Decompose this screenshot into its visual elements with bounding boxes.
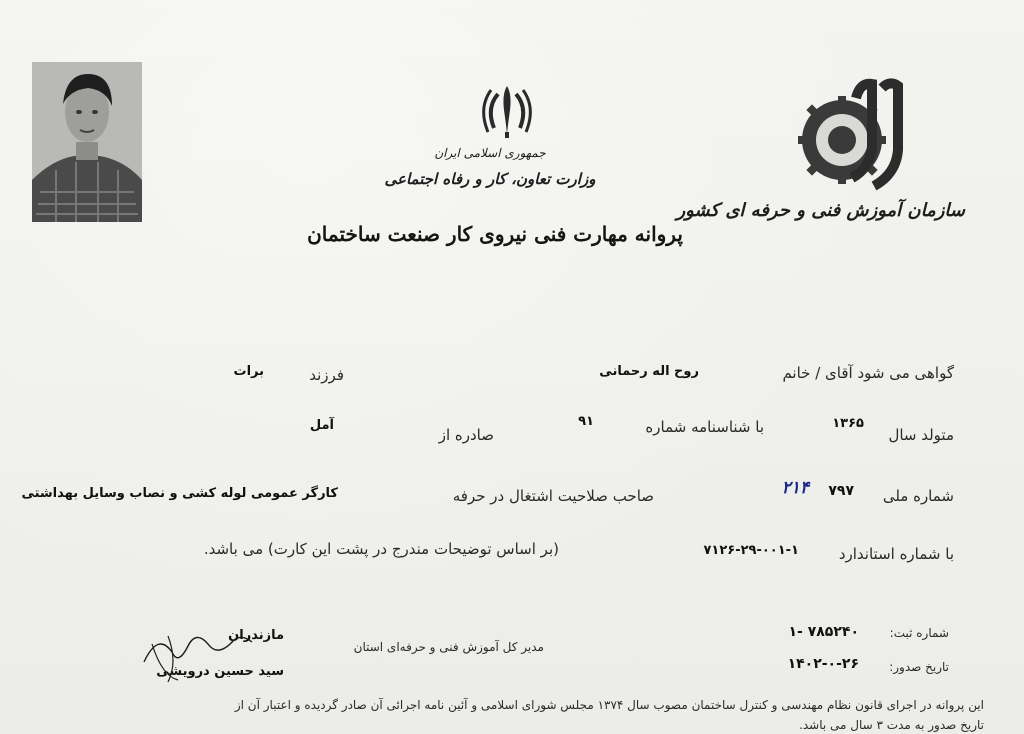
portrait-image: [32, 62, 142, 222]
signatory-name: سید حسین درویشی: [156, 664, 284, 679]
legal-line-1: این پروانه در اجرای قانون نظام مهندسی و کنترل ساختمان مصوب سال ۱۳۷۴ مجلس شورای اسلامی و آئین نامه اجرائی آن صادر گردیده و اعتبار آن از: [234, 698, 984, 712]
ministry-text: وزارت تعاون، کار و رفاه اجتماعی: [384, 170, 596, 188]
national-id-handwritten: ۲۱۴: [781, 478, 809, 498]
signature-scribble: [138, 622, 258, 686]
holder-name: روح اله رحمانی: [599, 364, 699, 379]
holder-photo: [32, 62, 142, 222]
document-title: پروانه مهارت فنی نیروی کار صنعت ساختمان: [307, 222, 683, 246]
id-label: با شناسنامه شماره: [645, 418, 764, 436]
issued-label: صادره از: [438, 426, 494, 444]
standard-label: با شماره استاندارد: [838, 545, 954, 563]
issue-date-label: تاریخ صدور:: [889, 660, 949, 674]
republic-text: جمهوری اسلامی ایران: [434, 146, 546, 160]
issued-from: آمل: [309, 418, 334, 433]
legal-line-2: تاریخ صدور به مدت ۳ سال می باشد.: [799, 718, 984, 732]
iran-emblem-icon: [478, 80, 536, 140]
organization-name: سازمان آموزش فنی و حرفه ای کشور: [676, 200, 965, 221]
director-title: مدیر کل آموزش فنی و حرفه‌ای استان: [353, 640, 544, 654]
serial-value: ۷۸۵۲۴۰ -۱: [788, 624, 859, 640]
province-name: مازندران: [228, 628, 284, 643]
serial-label: شماره ثبت:: [889, 626, 949, 640]
birth-label: متولد سال: [888, 426, 954, 444]
tvto-gear-logo-icon: [786, 78, 912, 196]
occupation-text: کارگر عمومی لوله کشی و نصاب وسایل بهداشتی: [21, 486, 338, 501]
national-id-label: شماره ملی: [882, 487, 954, 505]
standard-number: ۷۱۲۶-۲۹-۰۰۱-۱: [703, 543, 799, 558]
child-of-label: فرزند: [309, 366, 344, 384]
national-id-digits: ۷۹۷: [828, 483, 854, 499]
id-number: ۹۱: [578, 414, 594, 429]
intro-label: گواهی می شود آقای / خانم: [782, 364, 954, 382]
standard-note: (بر اساس توضیحات مندرج در پشت این کارت) می باشد.: [203, 540, 559, 558]
father-name: برات: [233, 364, 264, 379]
issue-date-value: ۱۴۰۲-۰-۲۶: [787, 656, 859, 672]
birth-year: ۱۳۶۵: [832, 416, 864, 431]
competence-label: صاحب صلاحیت اشتغال در حرفه: [452, 487, 654, 505]
